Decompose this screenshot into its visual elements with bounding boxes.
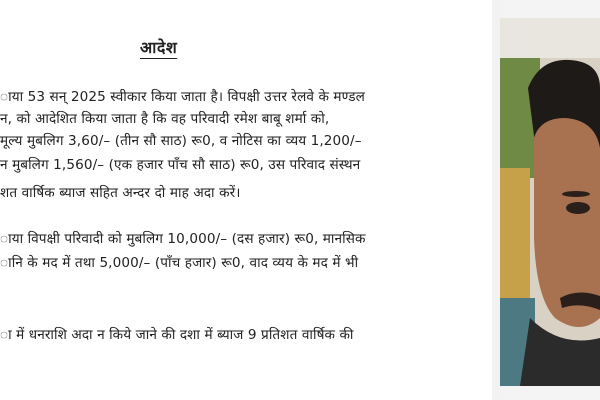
eyebrow-shape [562, 191, 590, 197]
photo-top-margin [500, 0, 600, 18]
document-line-5: शत वार्षिक ब्याज सहित अन्दर दो माह अदा करें। [0, 185, 241, 201]
document-title: आदेश [140, 38, 178, 57]
document-line-6: ाया विपक्षी परिवादी को मुबलिग 10,000/– (दस हजार) रू0, मानसिक [0, 231, 366, 247]
portrait-illustration [500, 18, 600, 386]
eye-shape [566, 202, 590, 214]
document-line-1: ाया 53 सन् 2025 स्वीकार किया जाता है। विपक्षी उत्तर रेलवे के मण्डल [0, 89, 365, 105]
document-line-8: ा में धनराशि अदा न किये जाने की दशा में ब्याज 9 प्रतिशत वार्षिक की [0, 327, 354, 343]
document-line-4: न मुबलिग 1,560/– (एक हजार पाँच सौ साठ) रू0, उस परिवाद संस्थन [0, 157, 361, 173]
document-line-2: न, को आदेशित किया जाता है कि वह परिवादी रमेश बाबू शर्मा को, [0, 111, 330, 127]
image-divider [492, 0, 500, 400]
document-line-3: मूल्य मुबलिग 3,60/– (तीन सौ साठ) रू0, व नोटिस का व्यय 1,200/– [0, 133, 362, 149]
photo-bottom-margin [500, 386, 600, 400]
photo-yellow-patch [500, 168, 530, 318]
photo-sky [500, 18, 600, 58]
document-line-7: ानि के मद में तथा 5,000/– (पाँच हजार) रू0, वाद व्यय के मद में भी [0, 255, 359, 271]
portrait-photo [500, 18, 600, 386]
